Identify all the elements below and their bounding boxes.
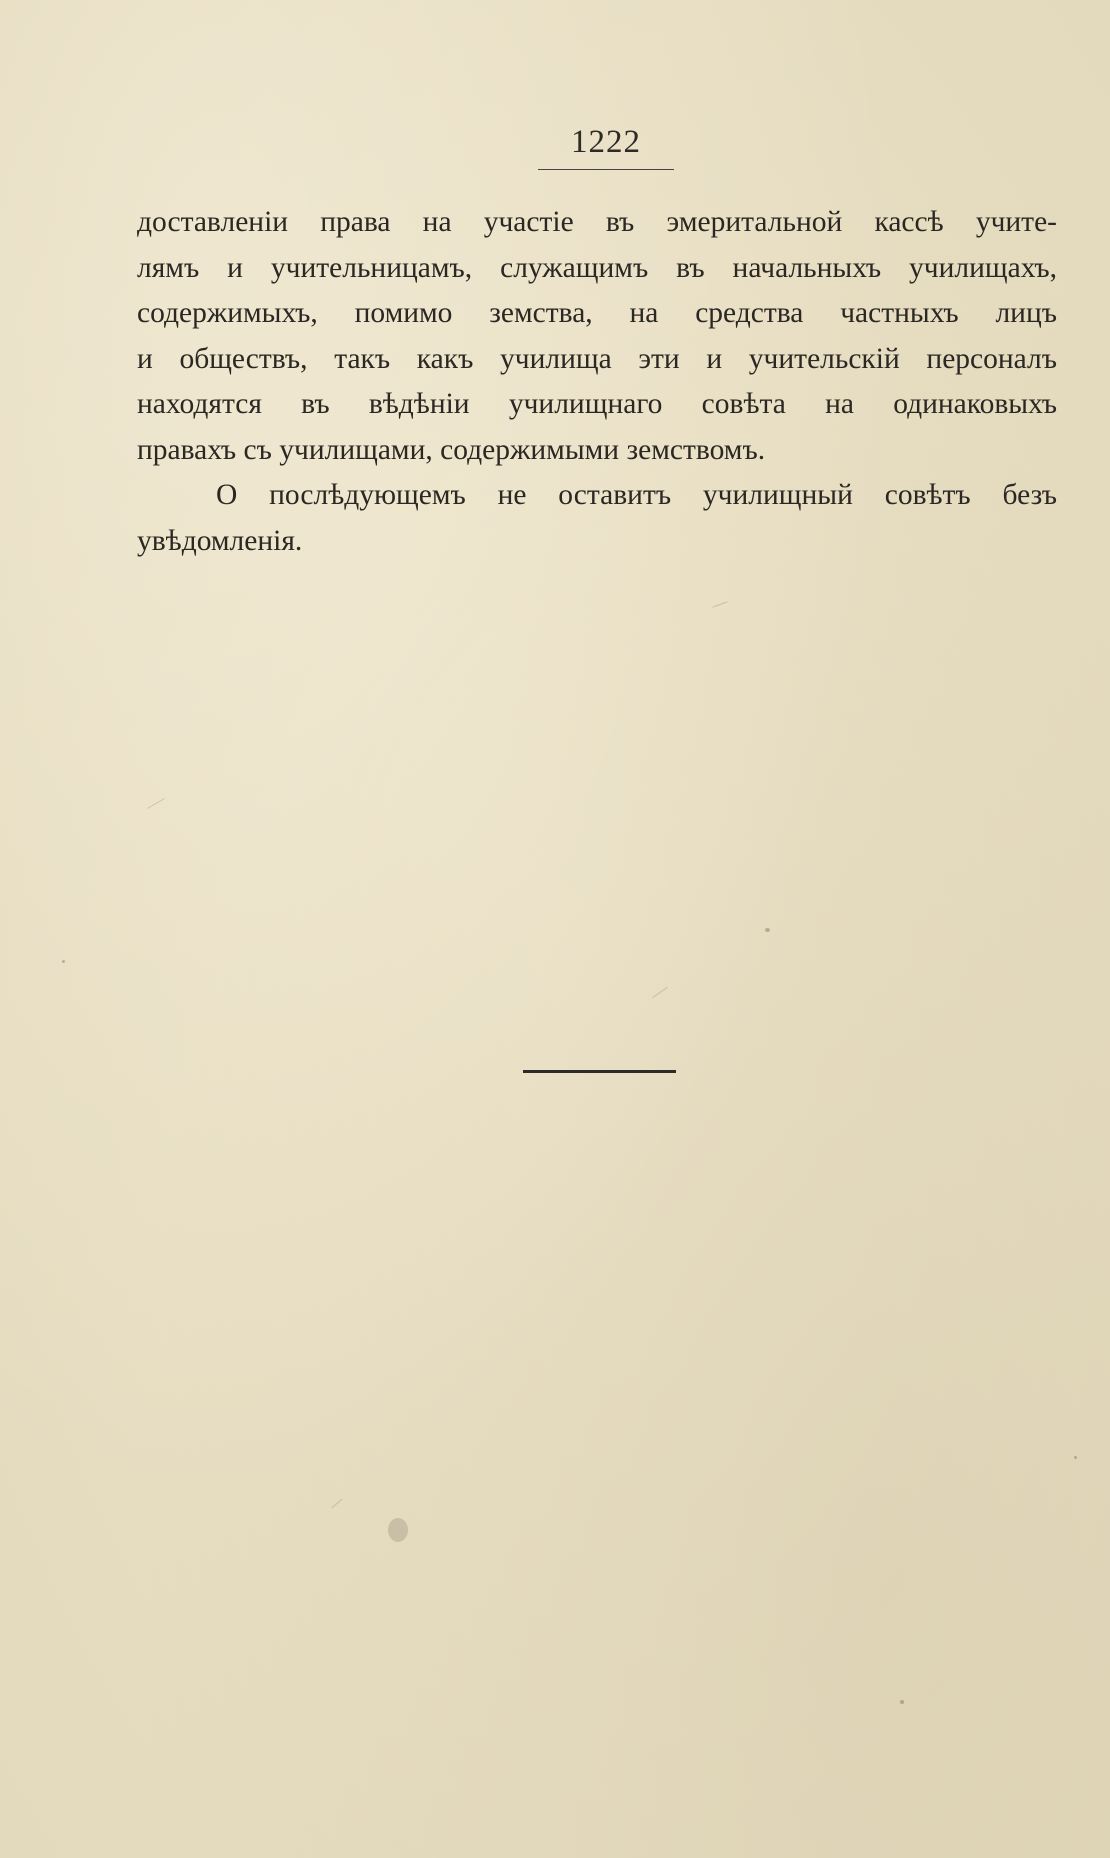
paper-speck: [900, 1700, 904, 1704]
paper-speck: [765, 928, 770, 932]
text-line: правахъ съ училищами, содержимыми земствомъ.: [137, 433, 766, 466]
paper-speck: [62, 960, 65, 963]
paper-scratch: [652, 987, 667, 998]
page-number: 1222: [571, 124, 641, 160]
paper-speck: [1074, 1456, 1077, 1459]
text-line: увѣдомленія.: [137, 524, 303, 557]
header-rule: [538, 169, 674, 170]
end-rule: [523, 1070, 676, 1073]
text-line: лямъ и учительницамъ, служащимъ въ начальныхъ училищахъ,: [137, 251, 1057, 284]
text-line: находятся въ вѣдѣніи училищнаго совѣта на одинаковыхъ: [137, 388, 1057, 420]
text-line: доставленіи права на участіе въ эмеритальной кассѣ учите-: [137, 206, 1057, 238]
text-line: и обществъ, такъ какъ училища эти и учительскій персоналъ: [137, 342, 1057, 375]
paper-scratch: [147, 798, 165, 809]
text-line: содержимыхъ, помимо земства, на средства частныхъ лицъ: [137, 297, 1057, 329]
paper-speck: [388, 1518, 408, 1542]
body-text: [137, 200, 1057, 564]
text-line: О послѣдующемъ не оставитъ училищный совѣтъ безъ: [216, 479, 1057, 511]
paper-scratch: [712, 601, 727, 607]
paper-scratch: [331, 1499, 342, 1509]
